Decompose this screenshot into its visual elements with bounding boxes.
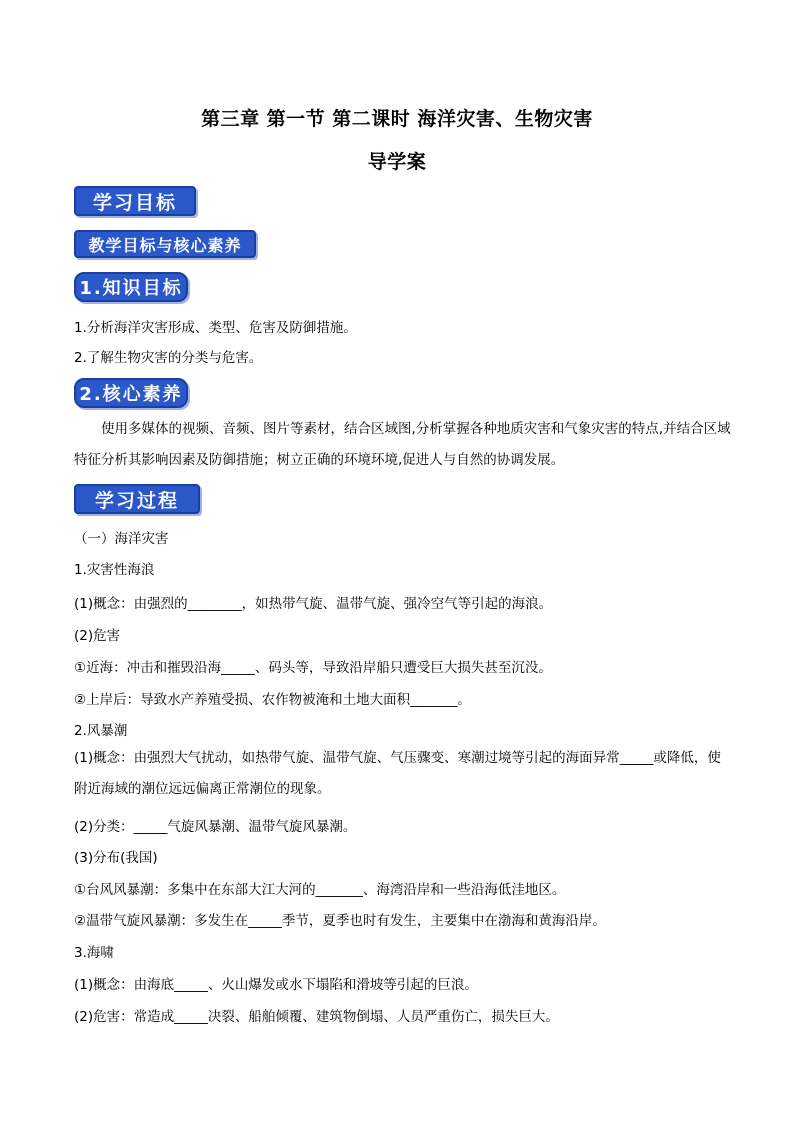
storm-surge-typhoon: ①台风风暴潮：多集中在东部大江大河的_______、海湾沿岸和一些沿海低洼地区。	[74, 882, 566, 898]
knowledge-goals-badge: 1.知识目标	[74, 272, 188, 302]
document-subtitle: 导学案	[367, 151, 427, 173]
storm-surge-title: 2.风暴潮	[74, 723, 128, 739]
wave-title: 1.灾害性海浪	[74, 562, 155, 578]
core-literacy-badge: 2.核心素养	[74, 378, 188, 408]
learning-process-badge: 学习过程	[74, 484, 200, 514]
document-title: 第三章 第一节 第二课时 海洋灾害、生物灾害	[201, 108, 593, 130]
knowledge-item-2: 2.了解生物灾害的分类与危害。	[74, 350, 263, 366]
tsunami-harm: (2)危害：常造成_____决裂、船舶倾覆、建筑物倒塌、人员严重伤亡，损失巨大。	[74, 1009, 559, 1025]
wave-harm-onshore: ②上岸后：导致水产养殖受损、农作物被淹和土地大面积_______。	[74, 692, 471, 708]
wave-harm-heading: (2)危害	[74, 628, 121, 644]
teaching-goals-badge: 教学目标与核心素养	[74, 230, 256, 258]
knowledge-item-1: 1.分析海洋灾害形成、类型、危害及防御措施。	[74, 320, 357, 336]
wave-concept: (1)概念：由强烈的________，如热带气旋、温带气旋、强冷空气等引起的海浪。	[74, 596, 553, 612]
core-literacy-paragraph: 使用多媒体的视频、音频、图片等素材，结合区域图,分析掌握各种地质灾害和气象灾害的特点,并结合区域特征分析其影响因素及防御措施；树立正确的环境环境,促进人与自然的协调发展。	[74, 421, 731, 468]
section-heading-ocean-disasters: （一）海洋灾害	[74, 531, 169, 547]
tsunami-concept: (1)概念：由海底_____、火山爆发或水下塌陷和滑坡等引起的巨浪。	[74, 977, 478, 993]
storm-surge-distribution-heading: (3)分布(我国)	[74, 850, 158, 866]
storm-surge-classification: (2)分类：_____气旋风暴潮、温带气旋风暴潮。	[74, 819, 357, 835]
storm-surge-concept: (1)概念：由强烈大气扰动，如热带气旋、温带气旋、气压骤变、寒潮过境等引起的海面异常_____或降低，使附近海域的潮位远远偏离正常潮位的现象。	[74, 750, 721, 797]
wave-harm-nearshore: ①近海：冲击和摧毁沿海_____、码头等，导致沿岸船只遭受巨大损失甚至沉没。	[74, 660, 552, 676]
tsunami-title: 3.海啸	[74, 945, 114, 961]
storm-surge-temperate: ②温带气旋风暴潮：多发生在_____季节，夏季也时有发生，主要集中在渤海和黄海沿岸。	[74, 913, 606, 929]
learning-goals-badge: 学习目标	[74, 186, 196, 216]
